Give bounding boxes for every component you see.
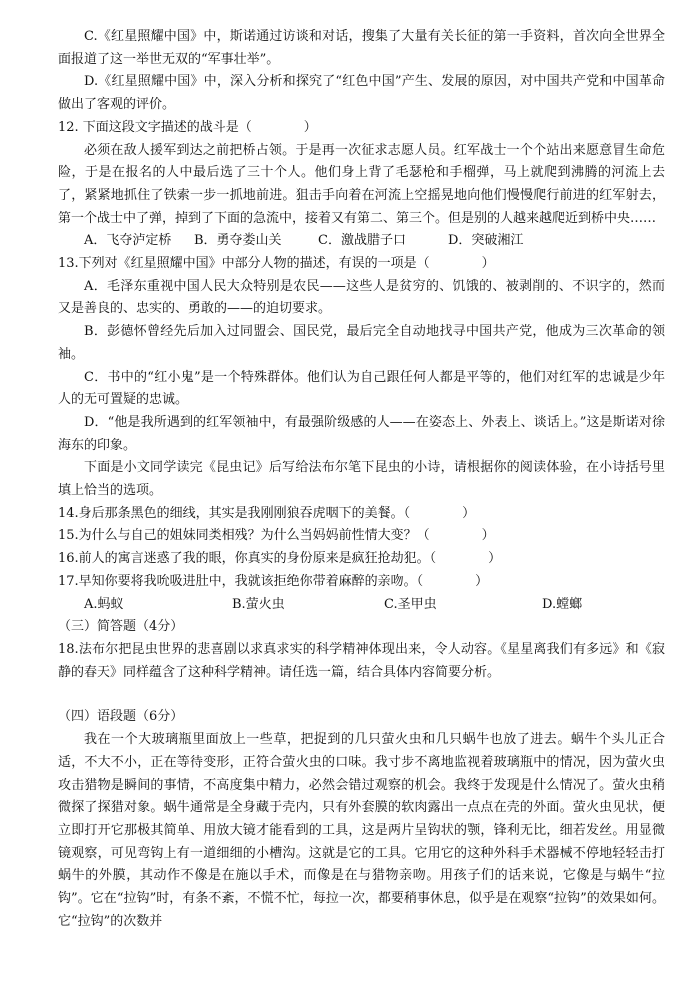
q13-option-d: D．“他是我所遇到的红军领袖中，有最强阶级感的人——在姿态上、外表上、谈话上。”这是斯诺对徐海东的印象。	[58, 414, 665, 453]
q12-option-b[interactable]: B．勇夺娄山关	[194, 233, 282, 249]
option-c-scarab[interactable]: C.圣甲虫	[384, 596, 437, 612]
option-a-ant[interactable]: A.蚂蚁	[84, 596, 124, 612]
q12-passage: 必须在敌人援军到达之前把桥占领。于是再一次征求志愿人员。红军战士一个个站出来愿意冒生命危险，于是在报名的人中最后选了三十个人。他们身上背了毛瑟枪和手榴弹，马上就爬到沸腾的河流上去了，紧紧地抓住了铁索一步一抓地前进。狙击手向着在河流上空摇晃地向他们慢慢爬行前进的红军射去，第一个战士中了弹，掉到了下面的急流中，接着又有第二、第三个。但是别的人越来越爬近到桥中央……	[58, 142, 665, 226]
q13-option-a: A．毛泽东重视中国人民大众特别是农民——这些人是贫穷的、饥饿的、被剥削的、不识字的，然而又是善良的、忠实的、勇敢的——的迫切要求。	[58, 278, 665, 317]
option-b-firefly[interactable]: B.萤火虫	[232, 596, 285, 612]
q17-line: 17.早知你要将我吮吸进肚中，我就该拒绝你带着麻醉的亲吻。（ ）	[58, 573, 489, 589]
q11-option-d: D.《红星照耀中国》中，深入分析和探究了“红色中国”产生、发展的原因，对中国共产党和中国革命做出了客观的评价。	[58, 74, 665, 113]
option-d-mantis[interactable]: D.螳螂	[542, 596, 583, 612]
q14-17-options	[58, 594, 665, 617]
q14-17-intro: 下面是小文同学读完《昆虫记》后写给法布尔笔下昆虫的小诗，请根据你的阅读体验，在小诗括号里填上恰当的选项。	[58, 460, 665, 499]
q11-option-c: C.《红星照耀中国》中，斯诺通过访谈和对话，搜集了大量有关长征的第一手资料，首次向全世界全面报道了这一举世无双的“军事壮举”。	[58, 29, 665, 67]
q16-line: 16.前人的寓言迷惑了我的眼，你真实的身份原来是疯狂抢劫犯。（ ）	[58, 551, 502, 567]
q13-stem: 13.下列对《红星照耀中国》中部分人物的描述，有误的一项是（ ）	[58, 256, 495, 272]
section4-passage: 我在一个大玻璃瓶里面放上一些草，把捉到的几只萤火虫和几只蜗牛也放了进去。蜗牛个头儿正合适，不大不小，正在等待变形，正符合萤火虫的口味。我寸步不离地监视着玻璃瓶中的情况，因为萤火虫攻击猎物是瞬间的事情，不高度集中精力，必然会错过观察的机会。我终于发现是什么情况了。萤火虫稍微探了探猎对象。蜗牛通常是全身藏于壳内，只有外套膜的软肉露出一点点在壳的外面。萤火虫见状，便立即打开它那极其简单、用放大镜才能看到的工具，这是两片呈钩状的颚，锋利无比，细若发丝。用显微镜观察，可见弯钩上有一道细细的小槽沟。这就是它的工具。它用它的这种外科手术器械不停地轻轻击打蜗牛的外膜，其动作不像是在施以手术，而像是在与猎物亲吻。用孩子们的话来说，它像是与蜗牛“拉钩”。它在“拉钩”时，有条不紊，不慌不忙，每拉一次，都要稍事休息，似乎是在观察“拉钩”的效果如何。它“拉钩”的次数并	[58, 732, 665, 929]
q12-option-c[interactable]: C．激战腊子口	[318, 233, 406, 249]
q12-option-d[interactable]: D．突破湘江	[448, 233, 524, 249]
section3-heading: （三）简答题（4分）	[58, 619, 184, 635]
q14-line: 14.身后那条黑色的细线，其实是我刚刚狼吞虎咽下的美餐。（ ）	[58, 505, 476, 521]
q12-options	[58, 230, 665, 253]
q12-option-a[interactable]: A．飞夺泸定桥	[84, 233, 172, 249]
q15-line: 15.为什么与自己的姐妹同类相残？为什么当妈妈前性情大变？（ ）	[58, 528, 495, 544]
q13-option-c: C．书中的“红小鬼”是一个特殊群体。他们认为自己跟任何人都是平等的，他们对红军的忠诚是少年人的无可置疑的忠诚。	[58, 369, 665, 408]
q13-option-b: B．彭德怀曾经先后加入过同盟会、国民党，最后完全自动地找寻中国共产党，他成为三次革命的领袖。	[58, 324, 665, 362]
q12-stem: 12. 下面这段文字描述的战斗是（ ）	[58, 119, 317, 135]
section4-heading: （四）语段题（6分）	[58, 709, 184, 725]
answer-space	[58, 684, 665, 706]
q18-text: 18.法布尔把昆虫世界的悲喜剧以求真求实的科学精神体现出来，令人动容。《星星离我们有多远》和《寂静的春天》同样蕴含了这种科学精神。请任选一篇，结合具体内容简要分析。	[58, 641, 665, 680]
